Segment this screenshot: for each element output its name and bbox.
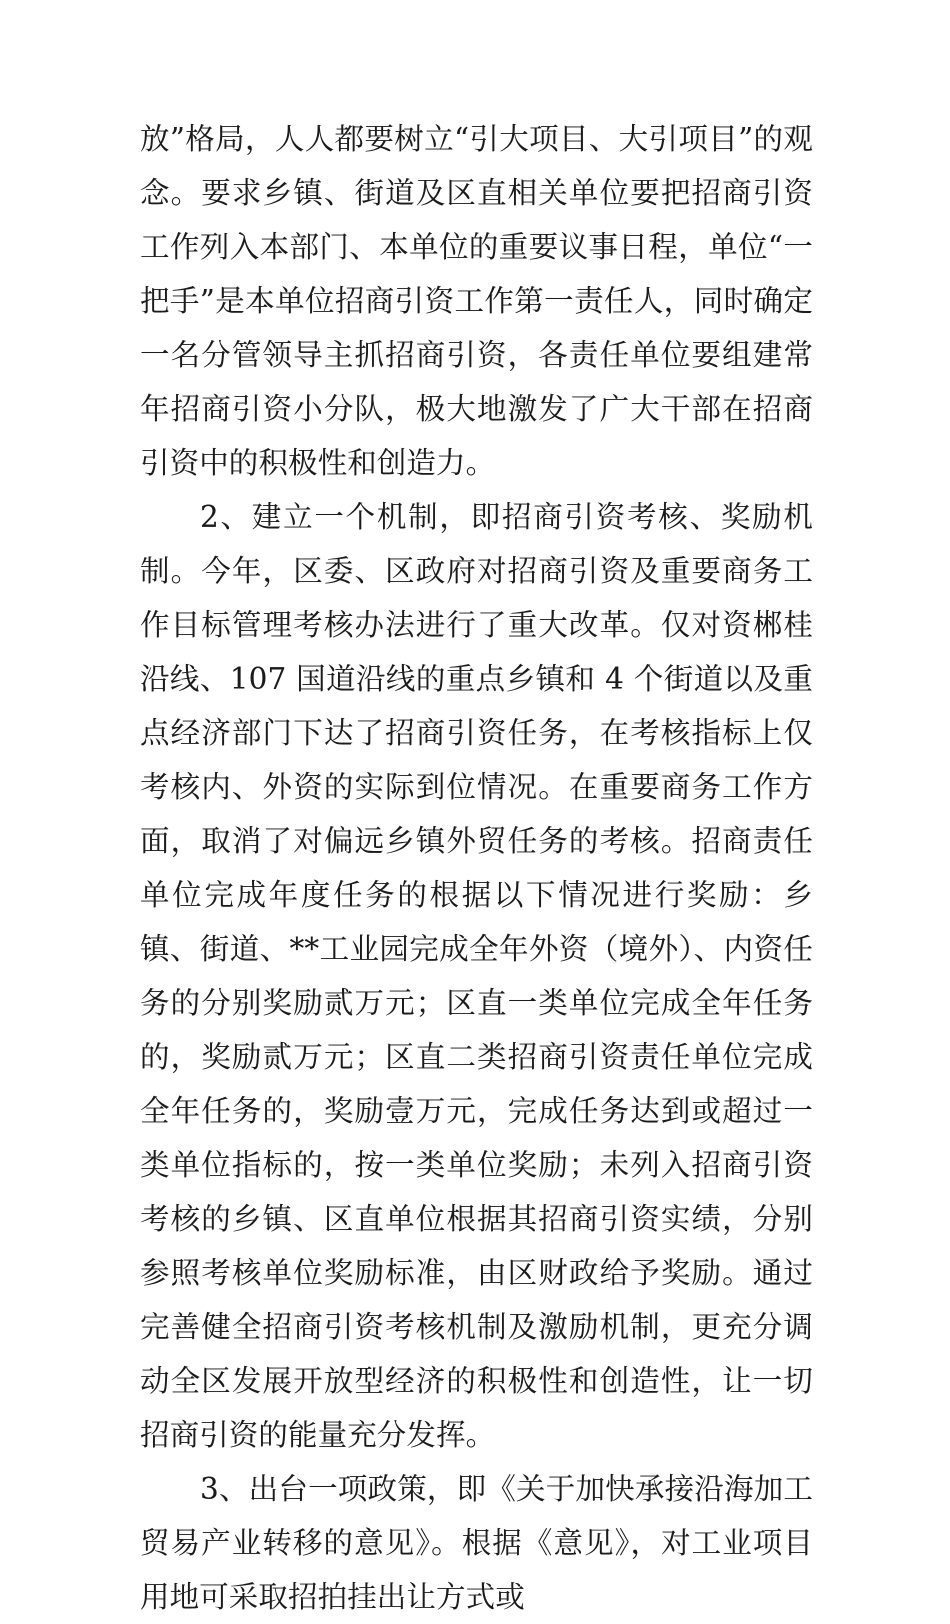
paragraph-continuation: 放”格局，人人都要树立“引大项目、大引项目”的观念。要求乡镇、街道及区直相关单位要把招商引资工作列入本部门、本单位的重要议事日程，单位“一把手”是本单位招商引资工作第一责任人，同时确定一名分管领导主抓招商引资，各责任单位要组建常年招商引资小分队，极大地激发了广大干部在招商引资中的积极性和创造力。 — [140, 122, 813, 480]
paragraph-item-2: 2、建立一个机制，即招商引资考核、奖励机制。今年，区委、区政府对招商引资及重要商务工作目标管理考核办法进行了重大改革。仅对资郴桂沿线、107 国道沿线的重点乡镇和 4 个街道以及重点经济部门下达了招商引资任务，在考核指标上仅考核内、外资的实际到位情况。在重要商务工作方面，取消了对偏远乡镇外贸任务的考核。招商责任单位完成年度任务的根据以下情况进行奖励：乡镇、街道、**工业园完成全年外资（境外）、内资任务的分别奖励贰万元；区直一类单位完成全年任务的，奖励贰万元；区直二类招商引资责任单位完成全年任务的，奖励壹万元，完成任务达到或超过一类单位指标的，按一类单位奖励；未列入招商引资考核的乡镇、区直单位根据其招商引资实绩，分别参照考核单位奖励标准，由区财政给予奖励。通过完善健全招商引资考核机制及激励机制，更充分调动全区发展开放型经济的积极性和创造性，让一切招商引资的能量充分发挥。 — [140, 500, 813, 1452]
paragraph-item-3: 3、出台一项政策，即《关于加快承接沿海加工贸易产业转移的意见》。根据《意见》，对工业项目用地可采取招拍挂出让方式或 — [140, 1472, 813, 1614]
page-text-body — [140, 112, 813, 1624]
